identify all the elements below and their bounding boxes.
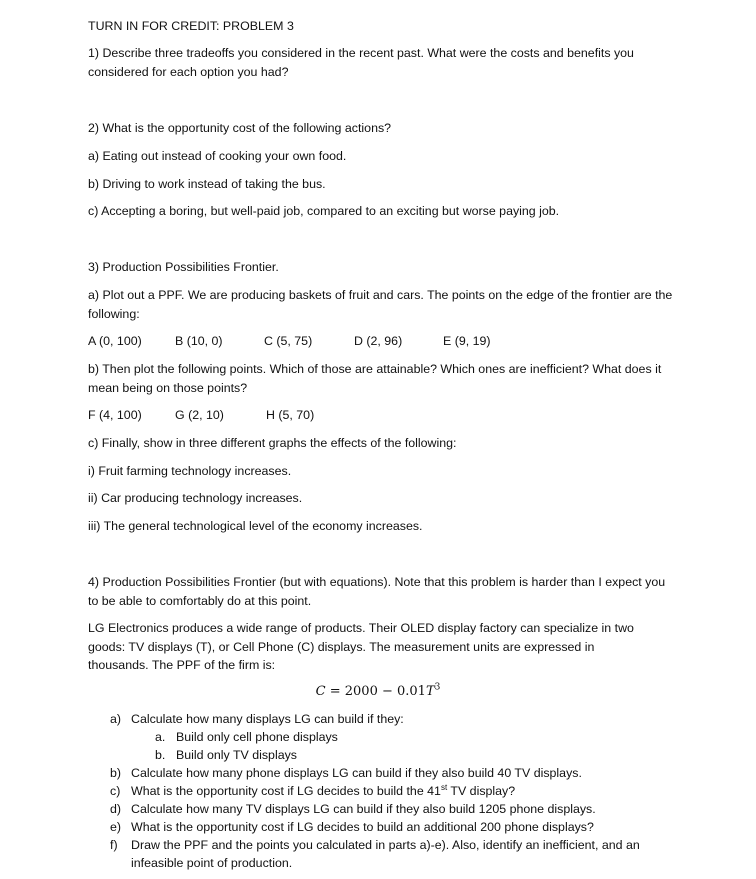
q4-item-text bbox=[131, 782, 515, 800]
q4-item-label: c) bbox=[110, 784, 121, 798]
question-2a: a) Eating out instead of cooking your own food. bbox=[88, 149, 347, 163]
question-3c: c) Finally, show in three different graphs the effects of the following: bbox=[88, 436, 457, 450]
question-3-heading: 3) Production Possibilities Frontier. bbox=[88, 260, 279, 274]
q4-subitem-text: Build only cell phone displays bbox=[176, 730, 338, 744]
q4-subitem-label: b. bbox=[155, 748, 166, 762]
point-a: A (0, 100) bbox=[88, 334, 142, 348]
q4-item-label: a) bbox=[110, 712, 122, 726]
equation-rhs: = 2000 − 0.01 bbox=[329, 684, 426, 699]
q4-item-text: Calculate how many TV displays LG can build if they also build 1205 phone displays. bbox=[131, 802, 596, 816]
question-4-intro: LG Electronics produces a wide range of products. Their OLED display factory can specialize in two goods: TV displays (T), or Cell Phone (C) displays. The measurement units are expressed in thousands. The PPF of the firm is: bbox=[88, 621, 634, 672]
point-d: D (2, 96) bbox=[354, 334, 403, 348]
equation-var: T bbox=[425, 684, 435, 699]
q4-item-c-text: What is the opportunity cost if LG decides to build the 41 bbox=[131, 784, 441, 798]
question-2b: b) Driving to work instead of taking the bus. bbox=[88, 177, 326, 191]
q4-item-text: Draw the PPF and the points you calculated in parts a)-e). Also, identify an inefficient, and an infeasible point of production. bbox=[131, 838, 640, 870]
q4-subitem-text: Build only TV displays bbox=[176, 748, 297, 762]
question-2-heading: 2) What is the opportunity cost of the following actions? bbox=[88, 121, 392, 135]
q4-item-label: e) bbox=[110, 820, 122, 834]
ppf-equation bbox=[0, 684, 756, 699]
question-1: 1) Describe three tradeoffs you considered in the recent past. What were the costs and benefits you considered for each option you had? bbox=[88, 46, 634, 79]
q4-item-text: What is the opportunity cost if LG decides to build an additional 200 phone displays? bbox=[131, 820, 594, 834]
q4-item-label: f) bbox=[110, 838, 118, 852]
point-g: G (2, 10) bbox=[175, 408, 224, 422]
point-f: F (4, 100) bbox=[88, 408, 142, 422]
q4-item-c-text-after: TV display? bbox=[447, 784, 516, 798]
question-2c: c) Accepting a boring, but well-paid job, compared to an exciting but worse paying job. bbox=[88, 204, 560, 218]
equation-lhs: C bbox=[315, 684, 326, 699]
q4-item-label: d) bbox=[110, 802, 122, 816]
question-4-heading: 4) Production Possibilities Frontier (but with equations). Note that this problem is harder than I expect you to be able to comfortably do at this point. bbox=[88, 575, 666, 608]
equation-exp: 3 bbox=[434, 682, 441, 693]
q4-item-label: b) bbox=[110, 766, 122, 780]
q4-item-text: Calculate how many displays LG can build if they: bbox=[131, 712, 404, 726]
point-h: H (5, 70) bbox=[266, 408, 315, 422]
question-3a: a) Plot out a PPF. We are producing baskets of fruit and cars. The points on the edge of the frontier are the following: bbox=[88, 288, 673, 321]
question-3c-iii: iii) The general technological level of the economy increases. bbox=[88, 519, 423, 533]
question-3c-i: i) Fruit farming technology increases. bbox=[88, 464, 292, 478]
problem-title: TURN IN FOR CREDIT: PROBLEM 3 bbox=[88, 19, 294, 33]
point-b: B (10, 0) bbox=[175, 334, 223, 348]
ordinal-suffix: st bbox=[440, 782, 448, 792]
question-3b: b) Then plot the following points. Which of those are attainable? Which ones are inefficient? What does it mean being on those points? bbox=[88, 362, 662, 395]
q4-subitem-label: a. bbox=[155, 730, 166, 744]
q4-item-text: Calculate how many phone displays LG can build if they also build 40 TV displays. bbox=[131, 766, 582, 780]
point-c: C (5, 75) bbox=[264, 334, 313, 348]
point-e: E (9, 19) bbox=[443, 334, 491, 348]
question-3c-ii: ii) Car producing technology increases. bbox=[88, 491, 303, 505]
